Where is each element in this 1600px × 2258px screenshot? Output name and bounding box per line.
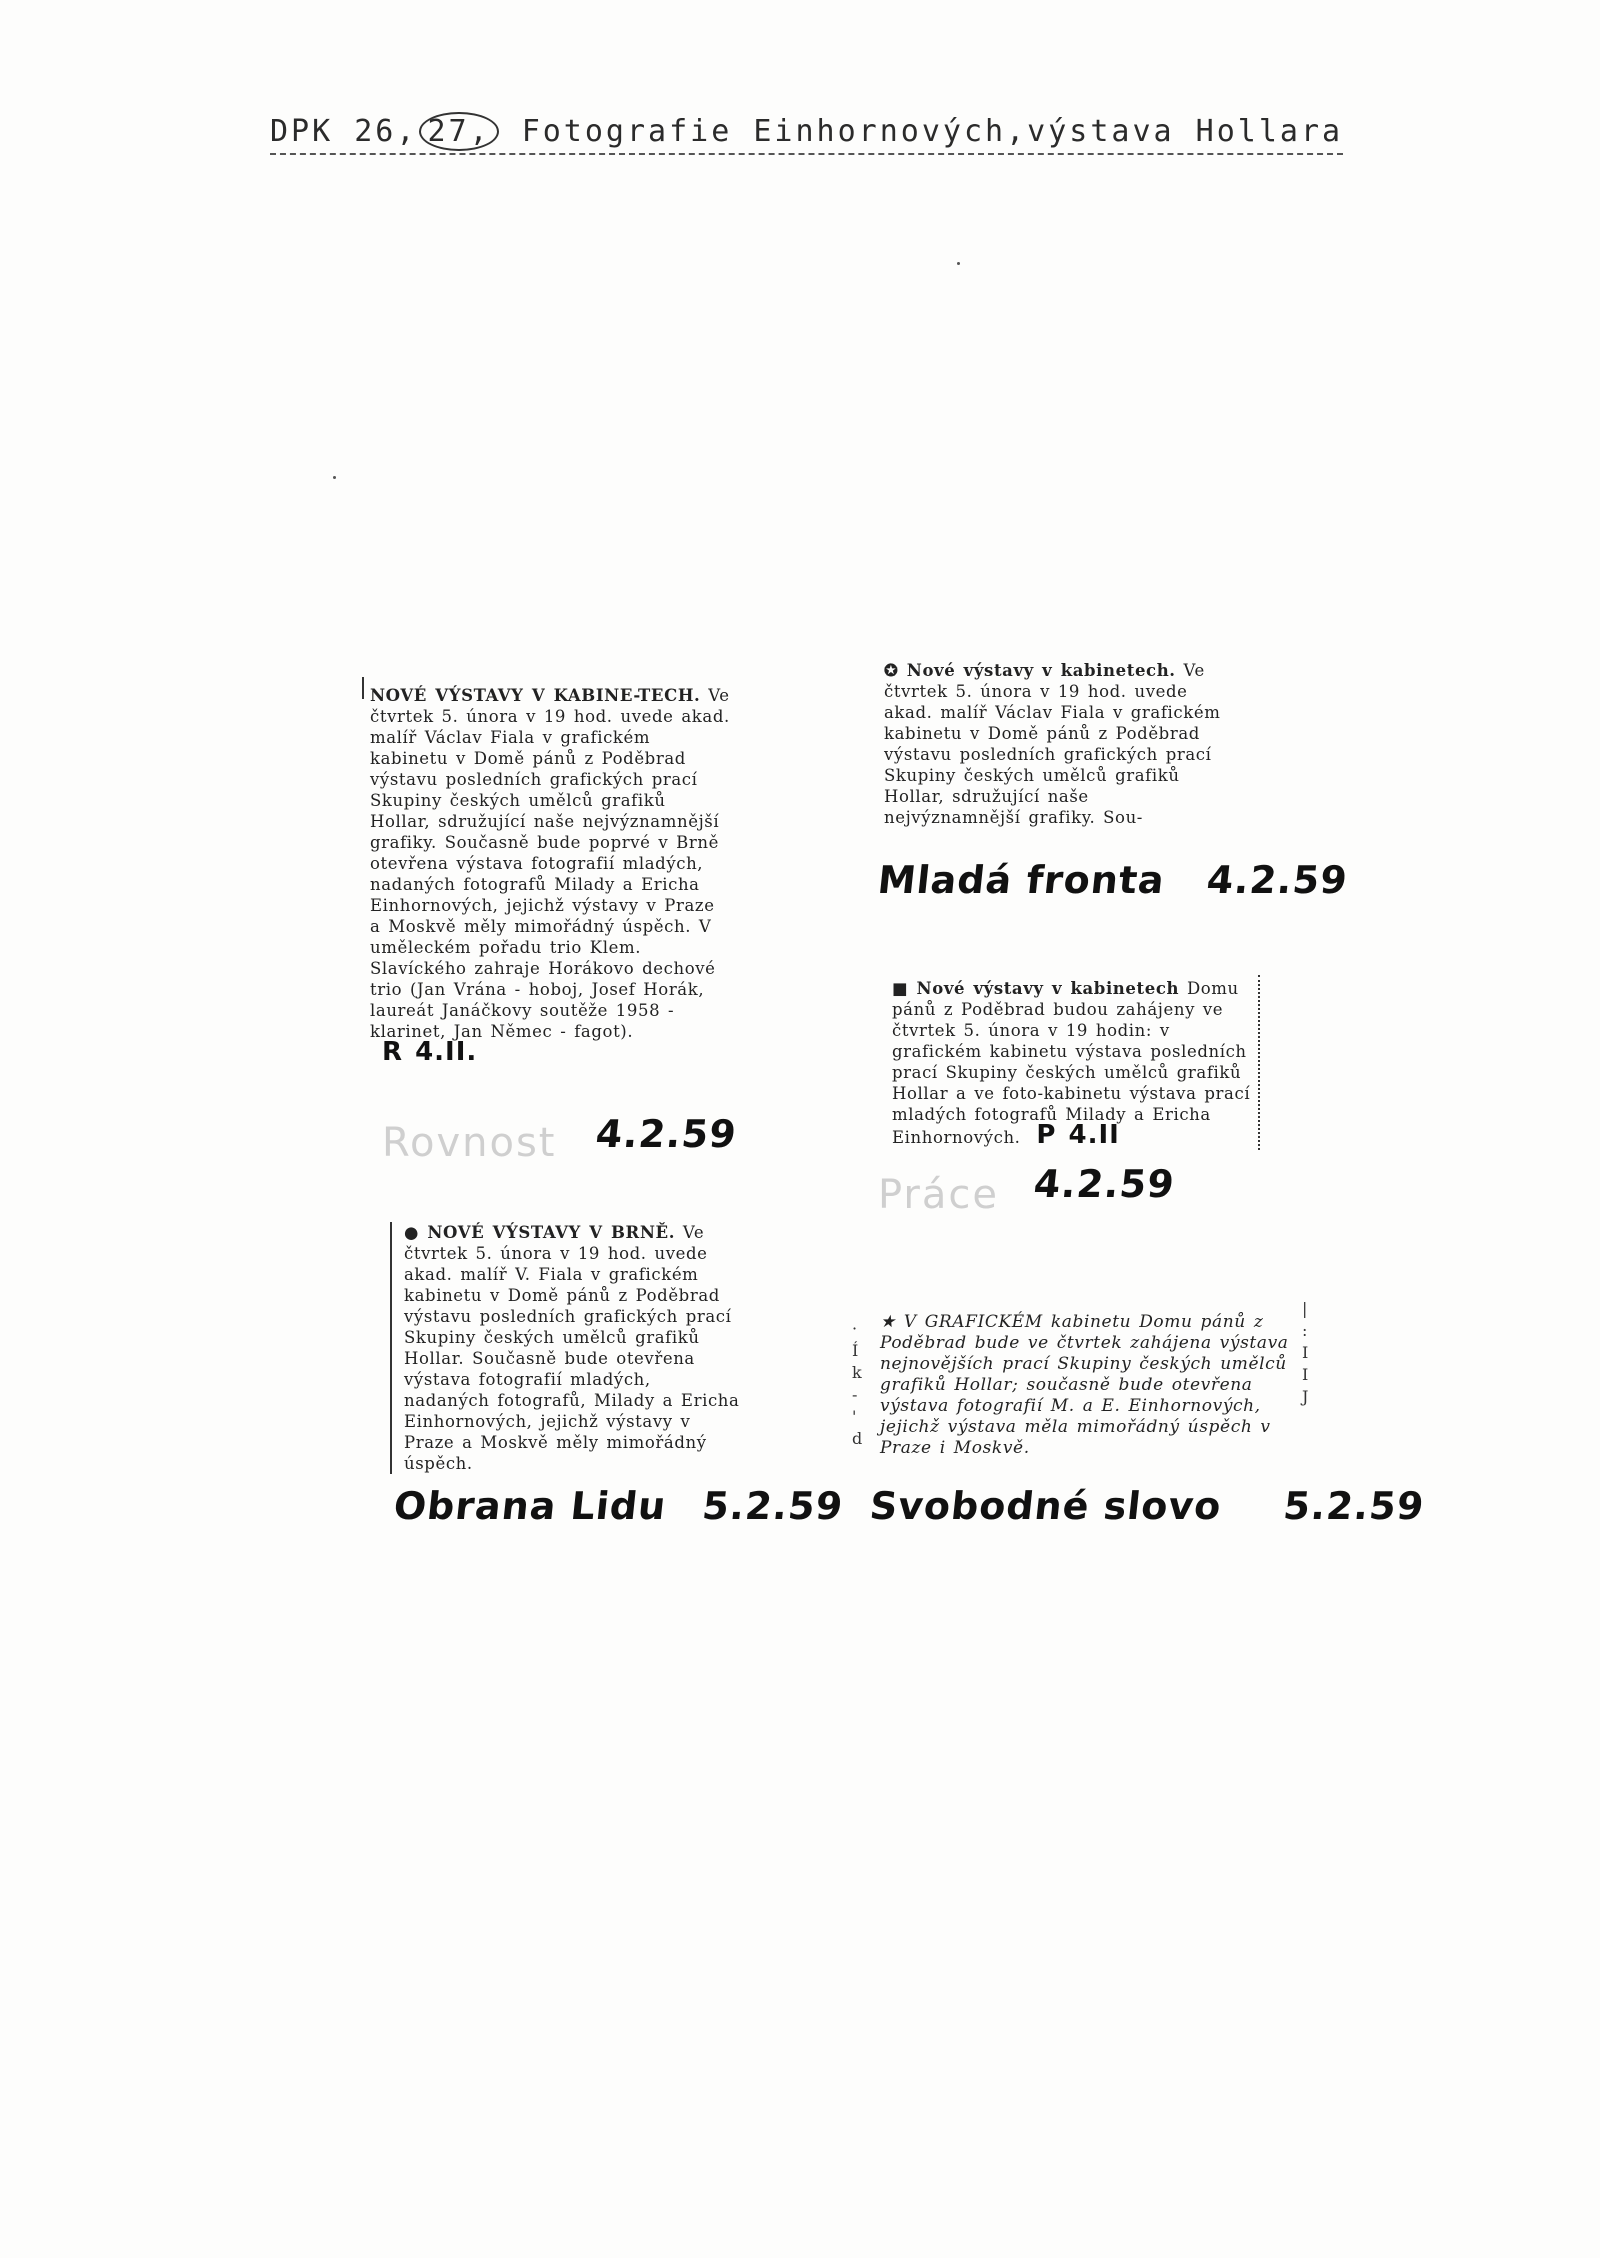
clipping-svobodne-slovo [880,1312,1290,1459]
handwritten-date: 4.2.59 [1204,858,1350,902]
handwritten-initials: P 4.II [1036,1120,1120,1150]
document-header [270,112,1343,155]
handwritten-source [876,858,1350,902]
clipping-prace [892,978,1252,1148]
handwritten-source [392,1484,846,1528]
handwritten-initials: R 4.II. [382,1037,478,1067]
source-name: Svobodné slovo [867,1484,1224,1528]
speck [333,476,336,479]
clipping-body: Ve čtvrtek 5. února v 19 hod. uvede akad. malíř Václav Fiala v grafickém kabinetu v Domě pánů z Poděbrad výstavu posledních grafických prací Skupiny českých umělců grafiků Hollar, sdružující naše nejvýznamnější grafiky. Současně bude poprvé v Brně otevřena výstava fotografií mladých, nadaných fotografů Milady a Ericha Einhornových, jejichž výstavy v Praze a Moskvě měly mimořádný úspěch. V uměleckém pořadu trio Klem. Slavíckého zahraje Horákovo dechové trio (Jan Vrána - hoboj, Josef Horák, laureát Janáčkovy soutěže 1958 - klarinet, Jan Němec - fagot). [370,686,730,1041]
speck [957,262,960,265]
handwritten-date: 4.2.59 [1031,1162,1177,1206]
newspaper-stamp: Rovnost [382,1120,557,1166]
newspaper-stamp: Práce [878,1172,999,1218]
clipping-lead: ✪ Nové výstavy v kabinetech. [884,661,1176,680]
source-name: Obrana Lidu [391,1484,669,1528]
clipping-obrana-lidu [390,1222,742,1474]
clipping-rovnost [370,685,730,1065]
clipping-lead: ★ V GRAFICKÉM [880,1312,1043,1332]
clipping-lead: NOVÉ VÝSTAVY V KABINE-TECH. [370,686,701,705]
header-title: Fotografie Einhornových,výstava Hollara [521,114,1344,149]
clipping-body: Domu pánů z Poděbrad budou zahájeny ve čtvrtek 5. února v 19 hodin: v grafickém kabinetu výstava posledních prací Skupiny českých umělců grafiků Hollar a ve foto-kabinetu výstava prací mladých fotografů Milady a Ericha Einhornových. [892,979,1251,1147]
clipping-body: Ve čtvrtek 5. února v 19 hod. uvede akad. malíř Václav Fiala v grafickém kabinetu v Domě pánů z Poděbrad výstavu posledních grafických prací Skupiny českých umělců grafiků Hollar, sdružující naše nejvýznamnější grafiky. Sou- [884,661,1221,827]
handwritten-date: 4.2.59 [593,1112,739,1156]
clipping-edge [1252,975,1260,1150]
circled-number: 27, [419,112,498,151]
handwritten-date: 5.2.59 [1281,1484,1427,1528]
clipping-body: Ve čtvrtek 5. února v 19 hod. uvede akad. malíř V. Fiala v grafickém kabinetu v Domě pánů z Poděbrad výstavu posledních grafických prací Skupiny českých umělců grafiků Hollar. Současně bude otevřena výstava fotografií mladých, nadaných fotografů, Milady a Ericha Einhornových, jejichž výstavy v Praze a Moskvě měly mimořádný úspěch. [404,1223,740,1473]
header-prefix: DPK 26, [270,114,418,149]
clipping-body: kabinetu Domu pánů z Poděbrad bude ve čtvrtek zahájena výstava nejnovějších prací Skupiny českých umělců grafiků Hollar; současně bude otevřena výstava fotografií M. a E. Einhornových, jejichž výstava měla mimořádný úspěch v Praze i Moskvě. [880,1312,1289,1458]
clipping-lead: ● NOVÉ VÝSTAVY V BRNĚ. [404,1223,676,1242]
clipping-edge-marks: | : I I J [1302,1299,1309,1406]
clipping-lead: ■ Nové výstavy v kabinetech [892,979,1180,998]
handwritten-date: 5.2.59 [700,1484,846,1528]
handwritten-source [868,1484,1427,1528]
marker-line [362,677,364,699]
source-name: Mladá fronta [875,858,1168,902]
clipping-mlada-fronta [884,660,1224,828]
clipping-edge-marks: · Í k - ' d [852,1319,863,1448]
